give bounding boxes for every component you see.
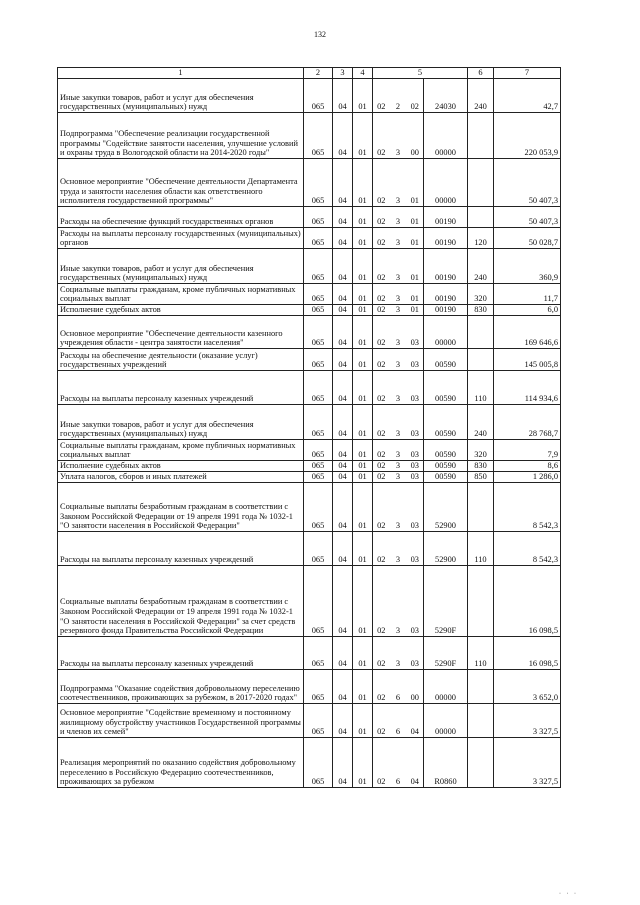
code-event-cell: 01 bbox=[407, 159, 424, 207]
code-subprogram-cell: 2 bbox=[390, 79, 407, 113]
amount-cell: 360,9 bbox=[494, 249, 561, 284]
code-program-cell: 02 bbox=[373, 532, 390, 566]
table-row bbox=[58, 461, 561, 472]
amount-cell: 8 542,3 bbox=[494, 483, 561, 532]
code-subsection-cell: 01 bbox=[353, 704, 373, 738]
row-name-cell: Основное мероприятие "Обеспечение деятельности Департамента труда и занятости населения области как ответственного исполнителя государственной программы" bbox=[58, 159, 304, 207]
code-subprogram-cell: 3 bbox=[390, 249, 407, 284]
code-section-cell: 04 bbox=[333, 249, 353, 284]
header-col-6: 6 bbox=[468, 68, 494, 79]
amount-cell: 42,7 bbox=[494, 79, 561, 113]
amount-cell: 6,0 bbox=[494, 305, 561, 316]
code-direction-cell: 00190 bbox=[424, 207, 468, 228]
code-expense-type-cell: 240 bbox=[468, 79, 494, 113]
code-section-cell: 04 bbox=[333, 405, 353, 440]
code-section-cell: 04 bbox=[333, 440, 353, 461]
code-subsection-cell: 01 bbox=[353, 440, 373, 461]
code-subprogram-cell: 3 bbox=[390, 113, 407, 159]
header-col-7: 7 bbox=[494, 68, 561, 79]
code-program-cell: 02 bbox=[373, 405, 390, 440]
code-subprogram-cell: 3 bbox=[390, 159, 407, 207]
row-name-cell: Расходы на выплаты персоналу государственных (муниципальных) органов bbox=[58, 228, 304, 249]
code-section-cell: 04 bbox=[333, 349, 353, 371]
code-section-cell: 04 bbox=[333, 472, 353, 483]
amount-cell: 8,6 bbox=[494, 461, 561, 472]
code-program-cell: 02 bbox=[373, 249, 390, 284]
code-section-cell: 04 bbox=[333, 316, 353, 349]
table-row bbox=[58, 371, 561, 405]
code-expense-type-cell bbox=[468, 316, 494, 349]
code-section-cell: 04 bbox=[333, 113, 353, 159]
row-name-cell: Иные закупки товаров, работ и услуг для обеспечения государственных (муниципальных) нужд bbox=[58, 249, 304, 284]
code-program-cell: 02 bbox=[373, 637, 390, 670]
code-direction-cell: 52900 bbox=[424, 532, 468, 566]
code-direction-cell: 00000 bbox=[424, 159, 468, 207]
code-admin-cell: 065 bbox=[304, 284, 333, 305]
code-admin-cell: 065 bbox=[304, 349, 333, 371]
amount-cell: 50 028,7 bbox=[494, 228, 561, 249]
code-subprogram-cell: 3 bbox=[390, 440, 407, 461]
amount-cell: 11,7 bbox=[494, 284, 561, 305]
code-section-cell: 04 bbox=[333, 284, 353, 305]
code-subsection-cell: 01 bbox=[353, 207, 373, 228]
code-direction-cell: 00000 bbox=[424, 316, 468, 349]
code-event-cell: 01 bbox=[407, 305, 424, 316]
code-subsection-cell: 01 bbox=[353, 113, 373, 159]
code-section-cell: 04 bbox=[333, 305, 353, 316]
code-direction-cell: 00000 bbox=[424, 113, 468, 159]
code-subprogram-cell: 3 bbox=[390, 305, 407, 316]
amount-cell: 16 098,5 bbox=[494, 637, 561, 670]
code-admin-cell: 065 bbox=[304, 704, 333, 738]
code-expense-type-cell bbox=[468, 483, 494, 532]
amount-cell: 169 646,6 bbox=[494, 316, 561, 349]
row-name-cell: Исполнение судебных актов bbox=[58, 461, 304, 472]
code-expense-type-cell bbox=[468, 113, 494, 159]
code-admin-cell: 065 bbox=[304, 159, 333, 207]
code-subsection-cell: 01 bbox=[353, 228, 373, 249]
code-subprogram-cell: 3 bbox=[390, 284, 407, 305]
table-row bbox=[58, 532, 561, 566]
code-subsection-cell: 01 bbox=[353, 472, 373, 483]
table-header-row bbox=[58, 68, 561, 79]
code-subsection-cell: 01 bbox=[353, 405, 373, 440]
code-admin-cell: 065 bbox=[304, 670, 333, 704]
code-subsection-cell: 01 bbox=[353, 371, 373, 405]
amount-cell: 3 652,0 bbox=[494, 670, 561, 704]
code-expense-type-cell: 240 bbox=[468, 405, 494, 440]
code-subsection-cell: 01 bbox=[353, 79, 373, 113]
code-subprogram-cell: 3 bbox=[390, 316, 407, 349]
code-section-cell: 04 bbox=[333, 704, 353, 738]
code-subprogram-cell: 3 bbox=[390, 207, 407, 228]
code-subprogram-cell: 3 bbox=[390, 566, 407, 637]
code-expense-type-cell: 110 bbox=[468, 637, 494, 670]
code-subprogram-cell: 6 bbox=[390, 670, 407, 704]
row-name-cell: Расходы на обеспечение деятельности (оказание услуг) государственных учреждений bbox=[58, 349, 304, 371]
code-subsection-cell: 01 bbox=[353, 316, 373, 349]
code-event-cell: 02 bbox=[407, 79, 424, 113]
table-row bbox=[58, 113, 561, 159]
code-admin-cell: 065 bbox=[304, 472, 333, 483]
code-program-cell: 02 bbox=[373, 228, 390, 249]
code-section-cell: 04 bbox=[333, 637, 353, 670]
table-row bbox=[58, 704, 561, 738]
amount-cell: 16 098,5 bbox=[494, 566, 561, 637]
code-event-cell: 03 bbox=[407, 566, 424, 637]
code-expense-type-cell bbox=[468, 738, 494, 788]
table-row bbox=[58, 207, 561, 228]
code-expense-type-cell bbox=[468, 207, 494, 228]
row-name-cell: Иные закупки товаров, работ и услуг для обеспечения государственных (муниципальных) нужд bbox=[58, 79, 304, 113]
code-direction-cell: 00590 bbox=[424, 371, 468, 405]
row-name-cell: Расходы на обеспечение функций государственных органов bbox=[58, 207, 304, 228]
code-section-cell: 04 bbox=[333, 670, 353, 704]
code-direction-cell: 00190 bbox=[424, 249, 468, 284]
table-row bbox=[58, 316, 561, 349]
header-col-3: 3 bbox=[333, 68, 353, 79]
code-event-cell: 03 bbox=[407, 349, 424, 371]
code-admin-cell: 065 bbox=[304, 228, 333, 249]
code-direction-cell: 00590 bbox=[424, 349, 468, 371]
code-program-cell: 02 bbox=[373, 566, 390, 637]
table-row bbox=[58, 738, 561, 788]
code-expense-type-cell: 850 bbox=[468, 472, 494, 483]
code-expense-type-cell: 830 bbox=[468, 461, 494, 472]
code-subsection-cell: 01 bbox=[353, 637, 373, 670]
code-admin-cell: 065 bbox=[304, 79, 333, 113]
table-row bbox=[58, 405, 561, 440]
code-admin-cell: 065 bbox=[304, 738, 333, 788]
code-admin-cell: 065 bbox=[304, 316, 333, 349]
code-subprogram-cell: 3 bbox=[390, 532, 407, 566]
amount-cell: 50 407,3 bbox=[494, 207, 561, 228]
code-subprogram-cell: 3 bbox=[390, 405, 407, 440]
code-program-cell: 02 bbox=[373, 79, 390, 113]
code-direction-cell: 00590 bbox=[424, 405, 468, 440]
row-name-cell: Расходы на выплаты персоналу казенных учреждений bbox=[58, 532, 304, 566]
code-direction-cell: 52900 bbox=[424, 483, 468, 532]
code-program-cell: 02 bbox=[373, 316, 390, 349]
code-program-cell: 02 bbox=[373, 305, 390, 316]
table-row bbox=[58, 305, 561, 316]
code-section-cell: 04 bbox=[333, 79, 353, 113]
code-subsection-cell: 01 bbox=[353, 249, 373, 284]
code-program-cell: 02 bbox=[373, 207, 390, 228]
code-direction-cell: 00590 bbox=[424, 461, 468, 472]
code-subsection-cell: 01 bbox=[353, 284, 373, 305]
code-event-cell: 03 bbox=[407, 405, 424, 440]
code-expense-type-cell bbox=[468, 670, 494, 704]
budget-table bbox=[57, 67, 561, 788]
table-row bbox=[58, 159, 561, 207]
row-name-cell: Социальные выплаты безработным гражданам в соответствии с Законом Российской Федерации от 19 апреля 1991 года № 1032-1 "О занятости населения в Российской Федерации" за счет средств резервного фонда Правительства Российской Федерации bbox=[58, 566, 304, 637]
amount-cell: 1 286,0 bbox=[494, 472, 561, 483]
code-subsection-cell: 01 bbox=[353, 483, 373, 532]
table-row bbox=[58, 228, 561, 249]
header-col-4: 4 bbox=[353, 68, 373, 79]
code-program-cell: 02 bbox=[373, 349, 390, 371]
code-subsection-cell: 01 bbox=[353, 461, 373, 472]
table-row bbox=[58, 637, 561, 670]
code-admin-cell: 065 bbox=[304, 440, 333, 461]
corner-mark: · · · bbox=[559, 891, 578, 897]
code-admin-cell: 065 bbox=[304, 371, 333, 405]
code-event-cell: 04 bbox=[407, 738, 424, 788]
code-event-cell: 03 bbox=[407, 532, 424, 566]
row-name-cell: Расходы на выплаты персоналу казенных учреждений bbox=[58, 637, 304, 670]
code-subprogram-cell: 3 bbox=[390, 228, 407, 249]
code-subprogram-cell: 3 bbox=[390, 637, 407, 670]
code-event-cell: 03 bbox=[407, 461, 424, 472]
table-row bbox=[58, 79, 561, 113]
row-name-cell: Основное мероприятие "Содействие временному и постоянному жилищному обустройству участников Государственной программы и членов их семей" bbox=[58, 704, 304, 738]
amount-cell: 7,9 bbox=[494, 440, 561, 461]
code-admin-cell: 065 bbox=[304, 532, 333, 566]
amount-cell: 220 053,9 bbox=[494, 113, 561, 159]
code-expense-type-cell: 120 bbox=[468, 228, 494, 249]
code-admin-cell: 065 bbox=[304, 305, 333, 316]
code-event-cell: 03 bbox=[407, 371, 424, 405]
code-expense-type-cell: 240 bbox=[468, 249, 494, 284]
code-subsection-cell: 01 bbox=[353, 566, 373, 637]
amount-cell: 145 005,8 bbox=[494, 349, 561, 371]
code-expense-type-cell bbox=[468, 704, 494, 738]
row-name-cell: Исполнение судебных актов bbox=[58, 305, 304, 316]
code-expense-type-cell bbox=[468, 159, 494, 207]
code-event-cell: 03 bbox=[407, 472, 424, 483]
code-expense-type-cell: 320 bbox=[468, 440, 494, 461]
code-program-cell: 02 bbox=[373, 472, 390, 483]
code-program-cell: 02 bbox=[373, 371, 390, 405]
code-admin-cell: 065 bbox=[304, 461, 333, 472]
code-event-cell: 01 bbox=[407, 284, 424, 305]
code-section-cell: 04 bbox=[333, 371, 353, 405]
code-direction-cell: 00000 bbox=[424, 704, 468, 738]
amount-cell: 114 934,6 bbox=[494, 371, 561, 405]
code-event-cell: 01 bbox=[407, 228, 424, 249]
code-expense-type-cell: 110 bbox=[468, 371, 494, 405]
code-admin-cell: 065 bbox=[304, 405, 333, 440]
code-event-cell: 01 bbox=[407, 249, 424, 284]
page-number: 132 bbox=[314, 30, 326, 39]
code-subsection-cell: 01 bbox=[353, 305, 373, 316]
code-event-cell: 01 bbox=[407, 207, 424, 228]
table-row bbox=[58, 349, 561, 371]
row-name-cell: Подпрограмма "Оказание содействия добровольному переселению соотечественников, проживающих за рубежом, в 2017-2020 годах" bbox=[58, 670, 304, 704]
code-expense-type-cell bbox=[468, 349, 494, 371]
code-section-cell: 04 bbox=[333, 532, 353, 566]
amount-cell: 8 542,3 bbox=[494, 532, 561, 566]
row-name-cell: Социальные выплаты гражданам, кроме публичных нормативных социальных выплат bbox=[58, 284, 304, 305]
code-subsection-cell: 01 bbox=[353, 349, 373, 371]
code-admin-cell: 065 bbox=[304, 566, 333, 637]
code-program-cell: 02 bbox=[373, 738, 390, 788]
code-program-cell: 02 bbox=[373, 670, 390, 704]
row-name-cell: Социальные выплаты безработным гражданам в соответствии с Законом Российской Федерации от 19 апреля 1991 года № 1032-1 "О занятости населения в Российской Федерации" bbox=[58, 483, 304, 532]
table-row bbox=[58, 440, 561, 461]
code-subsection-cell: 01 bbox=[353, 670, 373, 704]
code-direction-cell: R0860 bbox=[424, 738, 468, 788]
code-expense-type-cell: 830 bbox=[468, 305, 494, 316]
code-event-cell: 00 bbox=[407, 670, 424, 704]
row-name-cell: Иные закупки товаров, работ и услуг для обеспечения государственных (муниципальных) нужд bbox=[58, 405, 304, 440]
code-direction-cell: 00590 bbox=[424, 472, 468, 483]
code-event-cell: 00 bbox=[407, 113, 424, 159]
row-name-cell: Уплата налогов, сборов и иных платежей bbox=[58, 472, 304, 483]
code-subprogram-cell: 3 bbox=[390, 483, 407, 532]
code-program-cell: 02 bbox=[373, 440, 390, 461]
code-admin-cell: 065 bbox=[304, 483, 333, 532]
header-col-5: 5 bbox=[373, 68, 468, 79]
code-program-cell: 02 bbox=[373, 113, 390, 159]
code-subsection-cell: 01 bbox=[353, 738, 373, 788]
code-program-cell: 02 bbox=[373, 284, 390, 305]
table-row bbox=[58, 670, 561, 704]
header-col-1: 1 bbox=[58, 68, 304, 79]
code-event-cell: 03 bbox=[407, 637, 424, 670]
code-expense-type-cell: 320 bbox=[468, 284, 494, 305]
code-admin-cell: 065 bbox=[304, 249, 333, 284]
code-subsection-cell: 01 bbox=[353, 532, 373, 566]
code-subprogram-cell: 3 bbox=[390, 371, 407, 405]
code-event-cell: 03 bbox=[407, 316, 424, 349]
code-subprogram-cell: 3 bbox=[390, 472, 407, 483]
code-direction-cell: 00000 bbox=[424, 670, 468, 704]
row-name-cell: Реализация мероприятий по оказанию содействия добровольному переселению в Российскую Федерацию соотечественников, проживающих за рубежом bbox=[58, 738, 304, 788]
code-event-cell: 04 bbox=[407, 704, 424, 738]
code-expense-type-cell bbox=[468, 566, 494, 637]
table-row bbox=[58, 483, 561, 532]
code-section-cell: 04 bbox=[333, 159, 353, 207]
code-section-cell: 04 bbox=[333, 738, 353, 788]
row-name-cell: Подпрограмма "Обеспечение реализации государственной программы "Содействие занятости населения, улучшение условий и охраны труда в Вологодской области на 2014-2020 годы" bbox=[58, 113, 304, 159]
code-direction-cell: 00190 bbox=[424, 305, 468, 316]
code-direction-cell: 00190 bbox=[424, 284, 468, 305]
code-section-cell: 04 bbox=[333, 228, 353, 249]
amount-cell: 3 327,5 bbox=[494, 704, 561, 738]
code-section-cell: 04 bbox=[333, 207, 353, 228]
row-name-cell: Основное мероприятие "Обеспечение деятельности казенного учреждения области - центра занятости населения" bbox=[58, 316, 304, 349]
amount-cell: 28 768,7 bbox=[494, 405, 561, 440]
code-subprogram-cell: 6 bbox=[390, 704, 407, 738]
amount-cell: 50 407,3 bbox=[494, 159, 561, 207]
table-row bbox=[58, 284, 561, 305]
code-section-cell: 04 bbox=[333, 566, 353, 637]
code-admin-cell: 065 bbox=[304, 207, 333, 228]
table-row bbox=[58, 249, 561, 284]
code-program-cell: 02 bbox=[373, 704, 390, 738]
code-direction-cell: 5290F bbox=[424, 637, 468, 670]
code-program-cell: 02 bbox=[373, 159, 390, 207]
code-event-cell: 03 bbox=[407, 440, 424, 461]
code-direction-cell: 00190 bbox=[424, 228, 468, 249]
table-row bbox=[58, 472, 561, 483]
code-subprogram-cell: 3 bbox=[390, 461, 407, 472]
code-direction-cell: 00590 bbox=[424, 440, 468, 461]
table-row bbox=[58, 566, 561, 637]
code-section-cell: 04 bbox=[333, 483, 353, 532]
code-section-cell: 04 bbox=[333, 461, 353, 472]
code-program-cell: 02 bbox=[373, 483, 390, 532]
amount-cell: 3 327,5 bbox=[494, 738, 561, 788]
row-name-cell: Социальные выплаты гражданам, кроме публичных нормативных социальных выплат bbox=[58, 440, 304, 461]
code-event-cell: 03 bbox=[407, 483, 424, 532]
code-admin-cell: 065 bbox=[304, 637, 333, 670]
header-col-2: 2 bbox=[304, 68, 333, 79]
code-direction-cell: 24030 bbox=[424, 79, 468, 113]
row-name-cell: Расходы на выплаты персоналу казенных учреждений bbox=[58, 371, 304, 405]
code-admin-cell: 065 bbox=[304, 113, 333, 159]
code-direction-cell: 5290F bbox=[424, 566, 468, 637]
code-expense-type-cell: 110 bbox=[468, 532, 494, 566]
code-subprogram-cell: 3 bbox=[390, 349, 407, 371]
code-subsection-cell: 01 bbox=[353, 159, 373, 207]
code-program-cell: 02 bbox=[373, 461, 390, 472]
code-subprogram-cell: 6 bbox=[390, 738, 407, 788]
